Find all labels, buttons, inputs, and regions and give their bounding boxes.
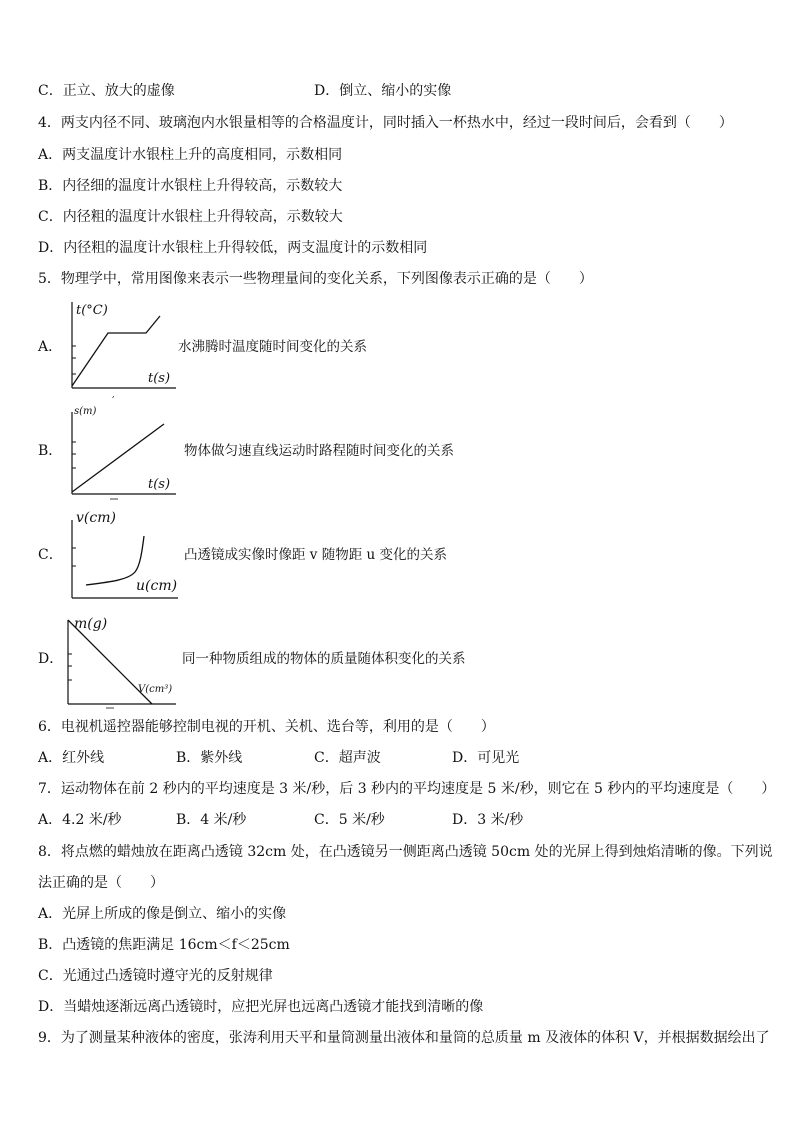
q6-option-d: D．可见光	[452, 750, 520, 766]
x-axis-label: t(s)	[148, 371, 171, 386]
q5-option-a-letter: A．	[38, 339, 63, 355]
q9-stem-line1: 9．为了测量某种液体的密度，张涛利用天平和量筒测量出液体和量筒的总质量 m 及液体的体积 V，并根据数据绘出了	[38, 1030, 770, 1046]
q3-option-d: D．倒立、缩小的实像	[314, 83, 452, 99]
q5-option-a-graph	[60, 298, 180, 400]
q8-option-a: A．光屏上所成的像是倒立、缩小的实像	[38, 906, 287, 922]
q5-stem: 5．物理学中，常用图像来表示一些物理量间的变化关系，下列图像表示正确的是（ ）	[38, 271, 593, 287]
x-axis-mark: ,	[112, 390, 115, 399]
q5-option-b-letter: B．	[38, 443, 63, 459]
q4-option-d: D．内径粗的温度计水银柱上升得较低，两支温度计的示数相同	[38, 240, 428, 256]
q7-option-a: A．4.2 米/秒	[38, 812, 122, 828]
q4-option-a: A．两支温度计水银柱上升的高度相同，示数相同	[38, 147, 343, 163]
q8-stem-line1: 8．将点燃的蜡烛放在距离凸透镜 32cm 处，在凸透镜另一侧距离凸透镜 50cm 处的光屏上得到烛焰清晰的像。下列说	[38, 844, 773, 860]
q3-option-c: C．正立、放大的虚像	[38, 83, 175, 99]
q4-option-c: C．内径粗的温度计水银柱上升得较高，示数较大	[38, 209, 343, 225]
q6-option-c: C．超声波	[314, 750, 381, 766]
q5-option-d-graph	[56, 612, 180, 710]
q5-option-c-graph	[60, 508, 184, 604]
y-axis-label: v(cm)	[76, 510, 116, 526]
q8-option-c: C．光通过凸透镜时遵守光的反射规律	[38, 968, 273, 984]
q5-option-c-caption: 凸透镜成实像时像距 v 随物距 u 变化的关系	[184, 547, 447, 563]
y-axis-label: s(m)	[74, 406, 97, 417]
y-axis-label: t(°C)	[76, 303, 108, 318]
q7-option-d: D．3 米/秒	[452, 812, 524, 828]
q7-option-c: C．5 米/秒	[314, 812, 385, 828]
q6-option-a: A．红外线	[38, 750, 105, 766]
q7-option-b: B．4 米/秒	[176, 812, 247, 828]
q8-option-b: B．凸透镜的焦距满足 16cm＜f＜25cm	[38, 937, 290, 953]
q5-option-d-caption: 同一种物质组成的物体的质量随体积变化的关系	[182, 651, 466, 667]
q5-option-a-caption: 水沸腾时温度随时间变化的关系	[178, 339, 367, 355]
q6-stem: 6．电视机遥控器能够控制电视的开机、关机、选台等，利用的是（ ）	[38, 719, 495, 735]
q8-option-d: D．当蜡烛逐渐远离凸透镜时，应把光屏也远离凸透镜才能找到清晰的像	[38, 999, 484, 1015]
q5-option-b-graph	[60, 402, 180, 502]
curve-temperature	[72, 316, 160, 386]
q4-option-b: B．内径细的温度计水银柱上升得较高，示数较大	[38, 178, 343, 194]
y-axis-label: m(g)	[74, 616, 108, 632]
q5-option-b-caption: 物体做匀速直线运动时路程随时间变化的关系	[184, 443, 454, 459]
q5-option-c-letter: C．	[38, 547, 63, 563]
x-axis-label: V(cm³)	[138, 684, 173, 695]
x-axis-label: t(s)	[148, 477, 171, 492]
x-axis-label: u(cm)	[136, 578, 178, 594]
q7-stem: 7．运动物体在前 2 秒内的平均速度是 3 米/秒，后 3 秒内的平均速度是 5 米/秒，则它在 5 秒内的平均速度是（ ）	[38, 781, 776, 797]
q4-stem: 4．两支内径不同、玻璃泡内水银量相等的合格温度计，同时插入一杯热水中，经过一段时间后，会看到（ ）	[38, 115, 733, 131]
q5-option-d-letter: D．	[38, 651, 64, 667]
q8-stem-line2: 法正确的是（ ）	[38, 875, 164, 891]
q6-option-b: B．紫外线	[176, 750, 243, 766]
